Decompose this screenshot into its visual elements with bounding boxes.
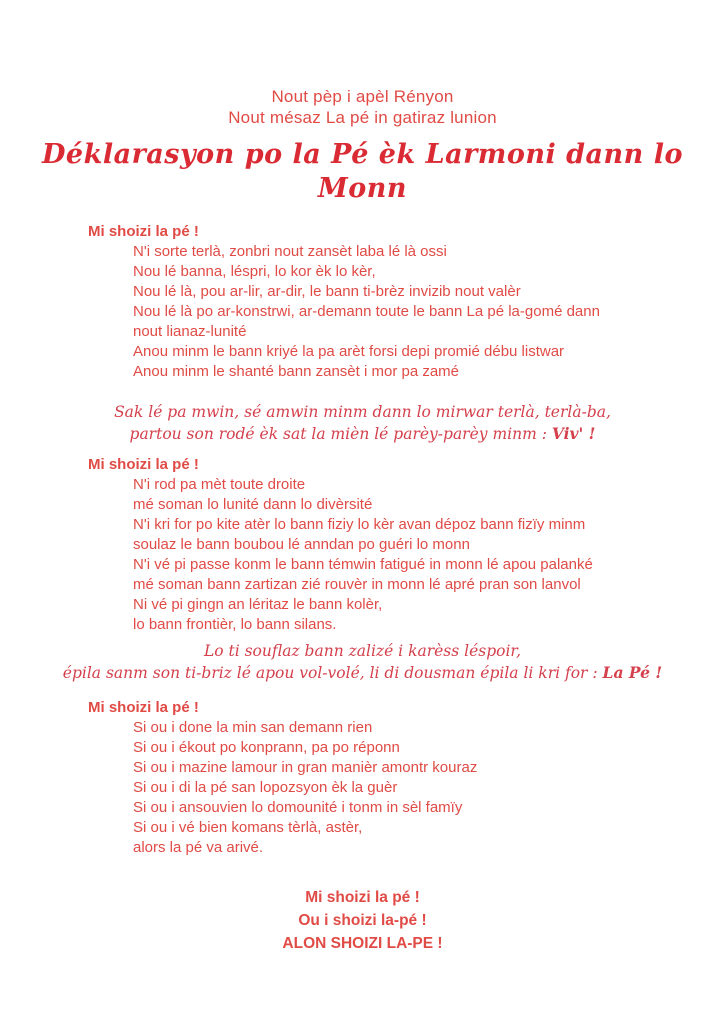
refrain-line-3: ALON SHOIZI LA-PE !: [282, 935, 443, 952]
interlude-2-line-2-text: épila sanm son ti-briz lé apou vol-volé, li di dousman épila li kri for :: [62, 664, 603, 682]
interlude-1-line-1: Sak lé pa mwin, sé amwin minm dann lo mirwar terlà, terlà-ba,: [114, 403, 611, 421]
interlude-1: [0, 402, 725, 445]
stanza-3-line: Si ou i done la min san demann rien: [133, 719, 373, 736]
interlude-2-line-1: Lo ti souflaz bann zalizé i karèss léspoir,: [203, 642, 522, 660]
stanza-1-line: Anou minm le bann kriyé la pa arèt forsi depi promié débu listwar: [133, 343, 565, 360]
stanza-2-line: soulaz le bann boubou lé anndan po guéri lo monn: [133, 536, 470, 553]
stanza-1: [88, 222, 633, 382]
interlude-1-line-2-text: partou son rodé èk sat la mièn lé parèy-parèy minm :: [129, 425, 552, 443]
stanza-3: [88, 698, 633, 858]
stanza-2-line: Ni vé pi gingn an léritaz le bann kolèr,: [133, 596, 383, 613]
document-header: [0, 0, 725, 206]
stanza-1-line: Anou minm le shanté bann zansèt i mor pa zamé: [133, 363, 460, 380]
stanza-3-line: Si ou i di la pé san lopozsyon èk la guèr: [133, 779, 398, 796]
stanza-1-line: Nou lé là po ar-konstrwi, ar-demann toute le bann La pé la-gomé dann nout lianaz-lunité: [133, 303, 600, 340]
intro-line-2: Nout mésaz La pé in gatiraz lunion: [228, 108, 497, 127]
closing-refrain: [0, 886, 725, 955]
document-title: Déklarasyon po la Pé èk Larmoni dann lo Monn: [42, 139, 683, 204]
stanza-1-line: Nou lé banna, léspri, lo kor èk lo kèr,: [133, 263, 376, 280]
stanza-2-line: mé soman bann zartizan zié rouvèr in monn lé apré pran son lanvol: [133, 576, 581, 593]
stanza-2-line: lo bann frontièr, lo bann silans.: [133, 616, 337, 633]
interlude-1-line-2: [0, 423, 725, 445]
stanza-3-line: alors la pé va arivé.: [133, 839, 264, 856]
stanza-2-line: N'i vé pi passe konm le bann témwin fatigué in monn lé apou palanké: [133, 556, 593, 573]
stanza-2-line: N'i kri for po kite atèr lo bann fiziy lo kèr avan dépoz bann fizïy minm: [133, 516, 586, 533]
stanza-3-heading: Mi shoizi la pé !: [88, 699, 199, 716]
refrain-line-2: Ou i shoizi la-pé !: [298, 912, 427, 929]
stanza-1-heading: Mi shoizi la pé !: [88, 223, 199, 240]
stanza-1-line: Nou lé là, pou ar-lir, ar-dir, le bann ti-brèz invizib nout valèr: [133, 283, 521, 300]
interlude-2-line-2: [0, 662, 725, 684]
intro-line-1: Nout pèp i apèl Rényon: [271, 87, 454, 106]
interlude-1-emphasis: Viv' !: [551, 424, 596, 443]
stanza-3-line: Si ou i vé bien komans tèrlà, astèr,: [133, 819, 363, 836]
stanza-3-line: Si ou i mazine lamour in gran manièr amontr kouraz: [133, 759, 478, 776]
stanza-2-line: N'i rod pa mèt toute droite: [133, 476, 306, 493]
interlude-2-emphasis: La Pé !: [602, 663, 663, 682]
stanza-2-heading: Mi shoizi la pé !: [88, 456, 199, 473]
stanza-3-line: Si ou i ansouvien lo domounité i tonm in sèl famïy: [133, 799, 463, 816]
stanza-3-line: Si ou i ékout po konprann, pa po réponn: [133, 739, 400, 756]
stanza-2: [88, 455, 633, 635]
refrain-line-1: Mi shoizi la pé !: [305, 889, 420, 906]
stanza-2-line: mé soman lo lunité dann lo divèrsité: [133, 496, 373, 513]
stanza-1-line: N'i sorte terlà, zonbri nout zansèt laba lé là ossi: [133, 243, 447, 260]
interlude-2: [0, 641, 725, 684]
